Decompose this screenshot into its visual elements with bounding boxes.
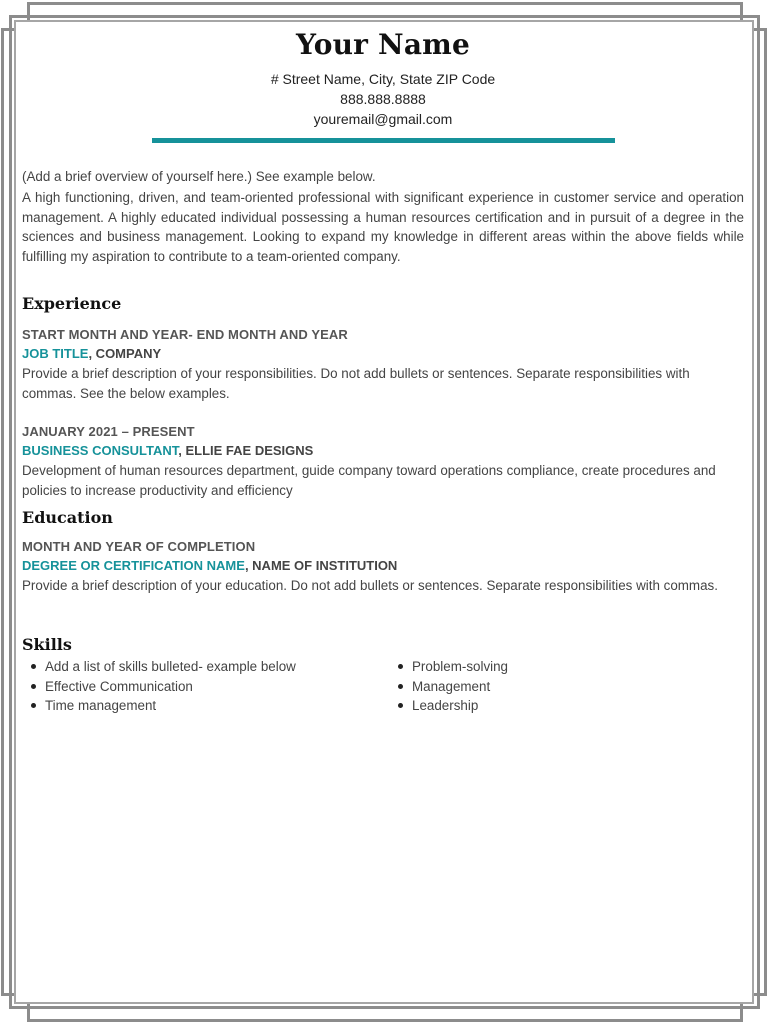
skill-label: Leadership [412, 698, 479, 714]
header-divider [152, 138, 615, 143]
bullet-icon [398, 664, 403, 669]
experience-2-description: Development of human resources department, guide company toward operations compliance, create procedures and policies to increase productivity and efficiency [22, 463, 716, 498]
experience-2-dates: JANUARY 2021 – PRESENT [22, 424, 195, 439]
experience-2-company: , ELLIE FAE DESIGNS [178, 443, 314, 458]
skill-label: Time management [45, 698, 157, 714]
education-description: Provide a brief description of your education. Do not add bullets or sentences. Separate responsibilities with commas. [22, 578, 718, 593]
summary-text: A high functioning, driven, and team-oriented professional with significant experience in customer service and operation management. A highly educated individual possessing a human resources certification and in pursuit of a degree in the sciences and business management. Looking to expand my knowledge in different areas within the above fields while fulfilling my aspiration to contribute to a team-oriented company. [22, 190, 744, 264]
contact-email: youremail@gmail.com [313, 111, 453, 127]
skill-item [389, 677, 508, 697]
experience-1-dates: START MONTH AND YEAR- END MONTH AND YEAR [22, 327, 348, 342]
resume-name: Your Name [295, 28, 471, 61]
skills-list-right [389, 657, 508, 716]
skill-item [22, 696, 296, 716]
experience-1-job-title: JOB TITLE [22, 346, 89, 361]
bullet-icon [31, 664, 36, 669]
skill-label: Problem-solving [412, 659, 509, 674]
experience-2-role [22, 443, 313, 458]
education-degree: DEGREE OR CERTIFICATION NAME [22, 558, 245, 573]
bullet-icon [31, 684, 36, 689]
contact-phone: 888.888.8888 [340, 91, 426, 107]
bullet-icon [31, 703, 36, 708]
experience-1-role [22, 346, 161, 361]
education-role [22, 558, 397, 573]
page-border-inner [14, 20, 754, 1004]
contact-address: # Street Name, City, State ZIP Code [270, 71, 496, 87]
skill-label: Effective Communication [45, 678, 193, 694]
skill-label: Management [412, 678, 491, 694]
skills-heading: Skills [22, 635, 72, 654]
experience-2-job-title: BUSINESS CONSULTANT [22, 443, 179, 458]
skill-item [389, 696, 508, 716]
bullet-icon [398, 684, 403, 689]
education-dates: MONTH AND YEAR OF COMPLETION [22, 539, 256, 554]
experience-1-description: Provide a brief description of your responsibilities. Do not add bullets or sentences. Separate responsibilities with commas. See the below examples. [22, 366, 690, 401]
skills-list-left [22, 657, 296, 716]
experience-heading: Experience [22, 294, 122, 313]
skill-item [389, 657, 508, 677]
skill-item [22, 657, 296, 677]
education-institution: , NAME OF INSTITUTION [244, 558, 398, 573]
summary-intro: (Add a brief overview of yourself here.) See example below. [22, 169, 376, 184]
experience-1-company: , COMPANY [88, 346, 162, 361]
skill-label: Add a list of skills bulleted- example below [45, 659, 296, 674]
bullet-icon [398, 703, 403, 708]
skill-item [22, 677, 296, 697]
education-heading: Education [22, 508, 113, 527]
